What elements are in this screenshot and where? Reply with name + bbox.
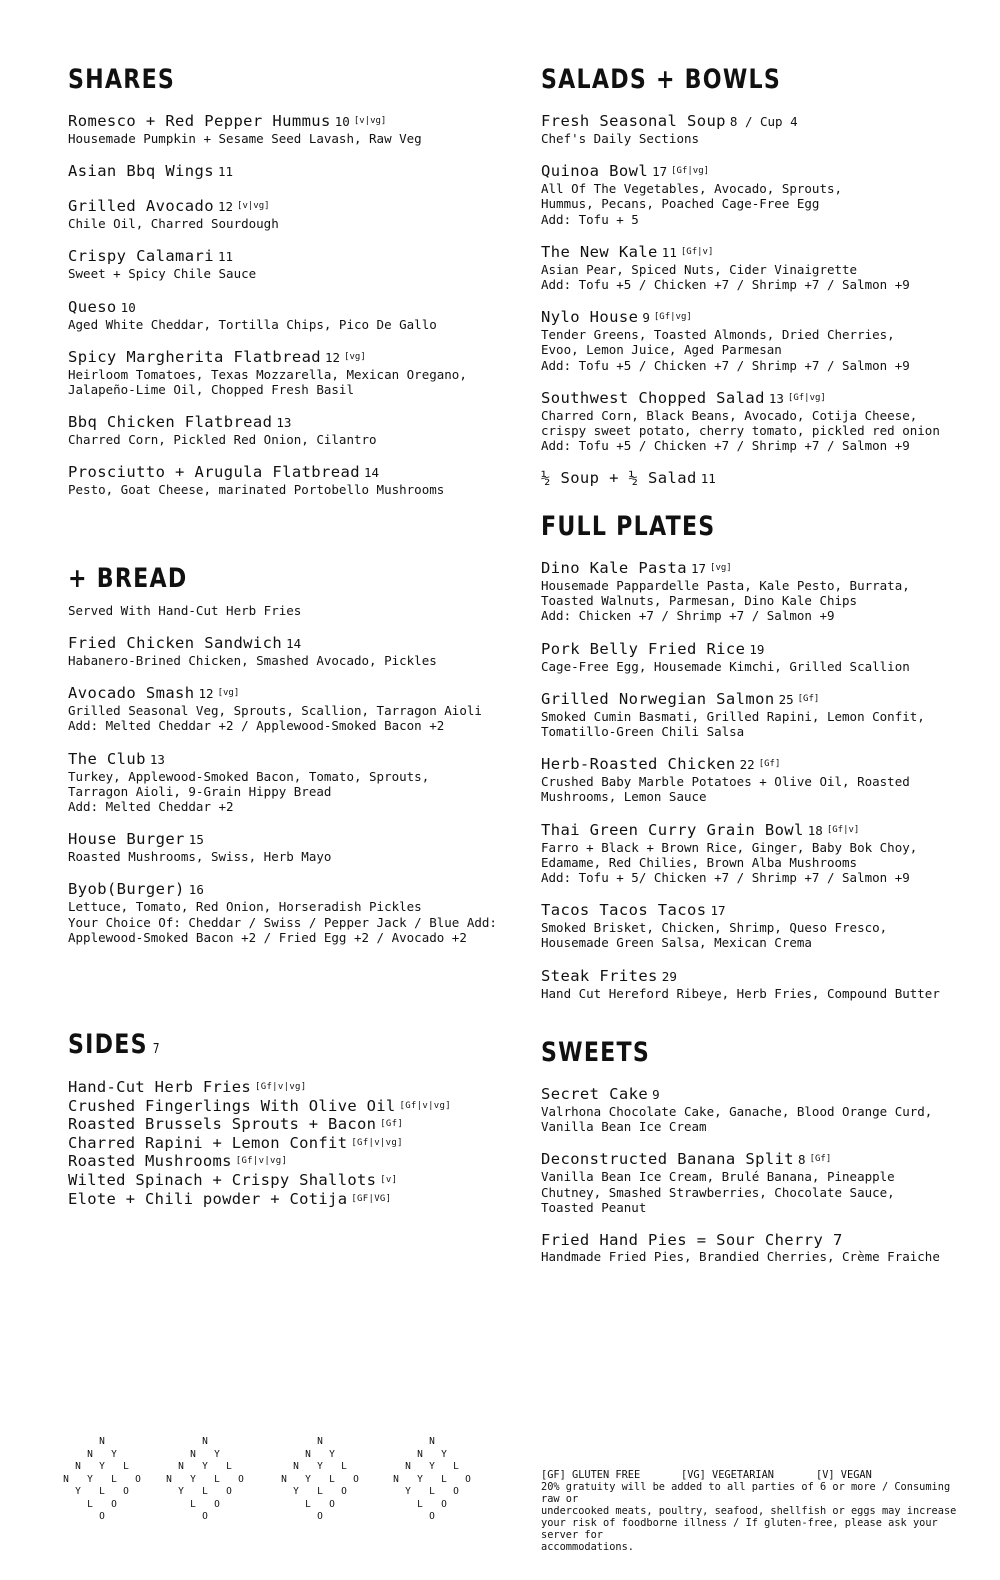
logo-letter: N bbox=[75, 1461, 81, 1472]
legend-gluten-free: [GF] GLUTEN FREE bbox=[541, 1469, 641, 1481]
menu-item-description: Charred Corn, Black Beans, Avocado, Cotija Cheese, bbox=[541, 407, 918, 423]
menu-item-description: Add: Melted Cheddar +2 / Applewood-Smoked Bacon +2 bbox=[68, 718, 445, 734]
menu-item-heading bbox=[541, 1231, 961, 1249]
menu-item bbox=[68, 247, 508, 281]
menu-item bbox=[541, 308, 961, 373]
menu-item-heading bbox=[541, 469, 961, 488]
menu-item-description: Hummus, Pecans, Poached Cage-Free Egg bbox=[541, 196, 820, 212]
logo-letter: O bbox=[214, 1498, 220, 1510]
dietary-tag: [Gf|v|vg] bbox=[351, 1137, 403, 1148]
dietary-tag: [v|vg] bbox=[353, 116, 387, 126]
menu-item-price: 17 bbox=[690, 561, 707, 576]
dietary-tag: [Gf|vg] bbox=[787, 392, 826, 403]
menu-item-price: 10 bbox=[334, 114, 350, 129]
section-title bbox=[68, 1029, 429, 1066]
dietary-tag: [Gf|v] bbox=[826, 824, 860, 835]
logo-letter: N bbox=[429, 1436, 435, 1447]
menu-item-name: Prosciutto + Arugula Flatbread bbox=[68, 463, 360, 482]
dietary-tag: [Gf|v] bbox=[680, 246, 714, 257]
logo-letter: Y bbox=[305, 1473, 311, 1485]
menu-item-name: Southwest Chopped Salad bbox=[541, 388, 765, 407]
item-list bbox=[541, 1085, 961, 1264]
logo-letter: N bbox=[405, 1461, 411, 1472]
dietary-tag: [Gf|v|vg] bbox=[255, 1082, 307, 1092]
menu-item-price: 12 bbox=[217, 199, 234, 215]
menu-item-heading bbox=[541, 1150, 961, 1169]
menu-item bbox=[541, 389, 961, 454]
menu-item-description: Housemade Green Salsa, Mexican Crema bbox=[541, 935, 812, 951]
menu-item-description: Valrhona Chocolate Cake, Ganache, Blood Orange Curd, bbox=[541, 1104, 933, 1119]
menu-item bbox=[68, 634, 508, 668]
logo-letter: N bbox=[317, 1436, 323, 1447]
menu-item-description: Toasted Peanut bbox=[541, 1199, 647, 1215]
logo-letter: N bbox=[293, 1461, 299, 1472]
menu-item-description: All Of The Vegetables, Avocado, Sprouts, bbox=[541, 181, 843, 197]
side-item-name: Elote + Chili powder + Cotija bbox=[68, 1189, 348, 1208]
logo-letter: O bbox=[329, 1498, 335, 1510]
menu-item-description: Tarragon Aioli, 9-Grain Hippy Bread bbox=[68, 783, 332, 799]
menu-item bbox=[68, 750, 508, 815]
menu-item-description: Chile Oil, Charred Sourdough bbox=[68, 216, 279, 232]
menu-item-name: The Club bbox=[68, 749, 146, 768]
logo-letter: L bbox=[341, 1461, 347, 1472]
dietary-tag: [Gf|v|vg] bbox=[235, 1156, 288, 1167]
menu-item-description: Pesto, Goat Cheese, marinated Portobello Mushrooms bbox=[68, 482, 445, 498]
section-title-text: SIDES bbox=[68, 1029, 148, 1060]
menu-item-description: Mushrooms, Lemon Sauce bbox=[541, 789, 707, 805]
dietary-tag: [Gf] bbox=[809, 1154, 832, 1165]
menu-item-name: Avocado Smash bbox=[68, 684, 195, 703]
menu-item-heading bbox=[68, 348, 508, 367]
logo-letter: N bbox=[87, 1448, 93, 1460]
menu-item-description: Tomatillo-Green Chili Salsa bbox=[541, 724, 745, 740]
menu-item-heading bbox=[68, 247, 508, 266]
menu-item-heading bbox=[541, 755, 961, 774]
menu-item-description: Chef's Daily Sections bbox=[541, 131, 700, 146]
menu-item-heading bbox=[68, 413, 508, 432]
logo-letter: N bbox=[417, 1448, 423, 1460]
menu-item-heading bbox=[68, 750, 508, 769]
nylo-logo bbox=[390, 1436, 490, 1526]
section-title: SHARES bbox=[68, 64, 176, 95]
menu-item-name: Herb-Roasted Chicken bbox=[541, 755, 736, 774]
menu-item-name: ½ Soup + ½ Salad bbox=[541, 469, 697, 488]
section-title: SWEETS bbox=[541, 1037, 651, 1068]
nylo-logo-row bbox=[60, 1436, 480, 1526]
logo-letter: Y bbox=[178, 1486, 184, 1497]
menu-item-description: Add: Tofu + 5/ Chicken +7 / Shrimp +7 / Salmon +9 bbox=[541, 870, 910, 886]
logo-letter: N bbox=[202, 1436, 208, 1447]
menu-item-name: House Burger bbox=[68, 830, 185, 849]
menu-item-price: 12 bbox=[325, 349, 341, 365]
menu-item-name: Crispy Calamari bbox=[68, 247, 214, 266]
logo-letter: N bbox=[305, 1448, 311, 1460]
menu-item-description: Turkey, Applewood-Smoked Bacon, Tomato, Sprouts, bbox=[68, 768, 430, 784]
side-item bbox=[68, 1152, 508, 1171]
dietary-tag: [Gf|vg] bbox=[653, 312, 692, 323]
logo-letter: L bbox=[453, 1461, 459, 1472]
footer bbox=[541, 1469, 961, 1553]
menu-item-name: Grilled Avocado bbox=[68, 197, 214, 216]
footer-note: your risk of foodborne illness / If gluten-free, please ask your server for bbox=[541, 1517, 938, 1541]
logo-letter: L bbox=[99, 1486, 105, 1497]
menu-item-description: Housemade Pumpkin + Sesame Seed Lavash, Raw Veg bbox=[68, 131, 422, 146]
menu-item-price: 8 bbox=[798, 1152, 806, 1168]
menu-item-price: 15 bbox=[188, 832, 204, 848]
menu-item bbox=[541, 901, 961, 950]
section-note: Served With Hand-Cut Herb Fries bbox=[68, 603, 302, 618]
menu-item-name: Thai Green Curry Grain Bowl bbox=[541, 820, 804, 839]
side-item-name: Charred Rapini + Lemon Confit bbox=[68, 1133, 348, 1152]
menu-item-description: Vanilla Bean Ice Cream bbox=[541, 1119, 707, 1135]
logo-letter: O bbox=[317, 1511, 323, 1522]
logo-letter: O bbox=[202, 1511, 208, 1522]
dietary-legend bbox=[541, 1469, 961, 1481]
dietary-tag: [Gf] bbox=[797, 693, 820, 704]
menu-item-description: Aged White Cheddar, Tortilla Chips, Pico De Gallo bbox=[68, 316, 437, 332]
logo-letter: Y bbox=[190, 1473, 196, 1485]
menu-item-price: 19 bbox=[749, 641, 765, 657]
menu-item-name: Romesco + Red Pepper Hummus bbox=[68, 112, 331, 130]
logo-letter: O bbox=[453, 1486, 459, 1497]
menu-item-name: Dino Kale Pasta bbox=[541, 559, 687, 577]
menu-item-description: Jalapeño-Lime Oil, Chopped Fresh Basil bbox=[68, 382, 354, 398]
menu-item bbox=[68, 348, 508, 397]
menu-item-price: 12 bbox=[198, 686, 214, 702]
logo-letter: Y bbox=[293, 1486, 299, 1497]
section-title: FULL PLATES bbox=[541, 511, 716, 542]
logo-letter: L bbox=[190, 1498, 196, 1510]
menu-item bbox=[68, 463, 508, 497]
side-item-name: Crushed Fingerlings With Olive Oil bbox=[68, 1096, 396, 1115]
menu-item-description: Add: Tofu + 5 bbox=[541, 211, 639, 227]
menu-item-description: Smoked Cumin Basmati, Grilled Rapini, Lemon Confit, bbox=[541, 708, 925, 724]
menu-item-description: Handmade Fried Pies, Brandied Cherries, Crème Fraiche bbox=[541, 1249, 940, 1265]
item-list bbox=[541, 112, 961, 488]
menu-item-name: Deconstructed Banana Split bbox=[541, 1150, 795, 1169]
menu-item-heading bbox=[68, 880, 508, 899]
menu-item-description: Heirloom Tomatoes, Texas Mozzarella, Mexican Oregano, bbox=[68, 366, 467, 382]
menu-item bbox=[541, 243, 961, 292]
side-item bbox=[68, 1097, 508, 1116]
menu-item-name: Asian Bbq Wings bbox=[68, 162, 214, 181]
menu-item-heading bbox=[68, 112, 508, 131]
logo-letter: O bbox=[123, 1486, 129, 1497]
menu-item-heading bbox=[541, 559, 961, 578]
menu-item-price: 11 bbox=[661, 244, 677, 260]
menu-item-description: Chutney, Smashed Strawberries, Chocolate Sauce, bbox=[541, 1184, 895, 1200]
side-item-name: Roasted Mushrooms bbox=[68, 1152, 232, 1171]
nylo-logo bbox=[163, 1436, 263, 1526]
menu-item-description: Lettuce, Tomato, Red Onion, Horseradish Pickles bbox=[68, 899, 422, 915]
menu-item-price: 14 bbox=[286, 636, 302, 651]
menu-item-price: 9 bbox=[642, 310, 650, 326]
side-item-name: Wilted Spinach + Crispy Shallots bbox=[68, 1170, 377, 1189]
logo-letter: L bbox=[202, 1486, 208, 1497]
item-list bbox=[68, 634, 508, 945]
menu-item bbox=[541, 1231, 961, 1264]
menu-item-price: 9 bbox=[652, 1087, 660, 1102]
menu-item bbox=[541, 162, 961, 227]
logo-letter: O bbox=[465, 1473, 471, 1485]
logo-letter: L bbox=[417, 1498, 423, 1510]
logo-letter: N bbox=[99, 1436, 105, 1447]
logo-letter: N bbox=[178, 1461, 184, 1472]
nylo-logo bbox=[278, 1436, 378, 1526]
menu-item-heading bbox=[541, 640, 961, 659]
menu-item-description: Toasted Walnuts, Parmesan, Dino Kale Chips bbox=[541, 593, 858, 609]
menu-item-price: 29 bbox=[661, 968, 677, 984]
nylo-logo bbox=[60, 1436, 160, 1526]
side-item bbox=[68, 1171, 508, 1190]
logo-letter: L bbox=[214, 1473, 220, 1485]
menu-item-description: Applewood-Smoked Bacon +2 / Fried Egg +2 / Avocado +2 bbox=[68, 929, 467, 945]
menu-item-description: Add: Tofu +5 / Chicken +7 / Shrimp +7 / Salmon +9 bbox=[541, 357, 910, 373]
menu-item-description: Grilled Seasonal Veg, Sprouts, Scallion, Tarragon Aioli bbox=[68, 703, 482, 719]
shares-section bbox=[68, 64, 508, 498]
logo-letter: O bbox=[226, 1486, 232, 1497]
logo-letter: O bbox=[429, 1511, 435, 1522]
menu-item bbox=[541, 640, 961, 674]
side-item bbox=[68, 1134, 508, 1153]
section-price: 7 bbox=[152, 1042, 160, 1057]
menu-item-name: Spicy Margherita Flatbread bbox=[68, 347, 322, 366]
menu-item bbox=[68, 830, 508, 864]
menu-item-heading bbox=[68, 298, 508, 317]
side-item-name: Hand-Cut Herb Fries bbox=[68, 1078, 252, 1096]
legend-vegetarian: [VG] VEGETARIAN bbox=[681, 1469, 774, 1481]
menu-item-price: 13 bbox=[768, 390, 784, 406]
dietary-tag: [Gf|v|vg] bbox=[399, 1100, 451, 1111]
logo-letter: L bbox=[429, 1486, 435, 1497]
menu-item bbox=[541, 559, 961, 624]
menu-item-description: Charred Corn, Pickled Red Onion, Cilantro bbox=[68, 432, 377, 448]
bread-section bbox=[68, 563, 508, 945]
logo-letter: O bbox=[441, 1498, 447, 1510]
menu-item-name: Pork Belly Fried Rice bbox=[541, 639, 746, 658]
sweets-section bbox=[541, 1037, 961, 1264]
logo-letter: N bbox=[281, 1473, 287, 1485]
footer-note: undercooked meats, poultry, seafood, shellfish or eggs may increase bbox=[541, 1505, 957, 1517]
menu-item-description: Add: Chicken +7 / Shrimp +7 / Salmon +9 bbox=[541, 608, 835, 624]
menu-item-heading bbox=[541, 1085, 961, 1104]
menu-item-description: Cage-Free Egg, Housemade Kimchi, Grilled Scallion bbox=[541, 658, 910, 674]
menu-item-description: Evoo, Lemon Juice, Aged Parmesan bbox=[541, 342, 782, 358]
dietary-tag: [Gf|vg] bbox=[671, 166, 710, 177]
dietary-tag: [Gf] bbox=[380, 1119, 404, 1130]
menu-item-heading bbox=[541, 162, 961, 181]
logo-letter: O bbox=[238, 1473, 244, 1485]
menu-item-description: Hand Cut Hereford Ribeye, Herb Fries, Compound Butter bbox=[541, 985, 940, 1001]
side-item bbox=[68, 1190, 508, 1209]
menu-item-price: 10 bbox=[120, 299, 136, 315]
menu-item bbox=[541, 821, 961, 886]
menu-item bbox=[68, 413, 508, 447]
menu-item-heading bbox=[68, 463, 508, 482]
item-list bbox=[68, 112, 508, 498]
menu-item-price: 17 bbox=[710, 903, 726, 919]
menu-item-price: 8 / Cup 4 bbox=[729, 114, 798, 129]
section-title: + BREAD bbox=[68, 563, 188, 594]
menu-item-name: Byob(Burger) bbox=[68, 880, 185, 899]
menu-item-price: 11 bbox=[700, 471, 716, 487]
menu-item-heading bbox=[541, 112, 961, 131]
sides-list bbox=[68, 1078, 508, 1208]
menu-item bbox=[541, 755, 961, 804]
menu-item bbox=[68, 197, 508, 231]
logo-letter: Y bbox=[214, 1448, 220, 1460]
menu-item-name: Quinoa Bowl bbox=[541, 162, 649, 181]
menu-item-description: Edamame, Red Chilies, Brown Alba Mushrooms bbox=[541, 854, 858, 870]
menu-item bbox=[541, 1150, 961, 1215]
logo-letter: O bbox=[135, 1473, 141, 1485]
menu-item-name: Steak Frites bbox=[541, 966, 658, 985]
dietary-tag: [vg] bbox=[217, 688, 240, 699]
menu-item-heading bbox=[541, 243, 961, 262]
menu-item-heading bbox=[68, 684, 508, 703]
menu-item bbox=[68, 298, 508, 332]
menu-item-price: 14 bbox=[363, 465, 380, 481]
menu-item-price: 16 bbox=[188, 882, 204, 898]
menu-item-description: Tender Greens, Toasted Almonds, Dried Cherries, bbox=[541, 327, 895, 343]
footer-note: 20% gratuity will be added to all parties of 6 or more / Consuming raw or bbox=[541, 1481, 951, 1505]
menu-item-description: Roasted Mushrooms, Swiss, Herb Mayo bbox=[68, 849, 332, 865]
menu-item-description: Habanero-Brined Chicken, Smashed Avocado, Pickles bbox=[68, 653, 437, 668]
menu-item-name: Tacos Tacos Tacos bbox=[541, 901, 707, 920]
side-item bbox=[68, 1115, 508, 1134]
logo-letter: L bbox=[305, 1498, 311, 1510]
side-item-name: Roasted Brussels Sprouts + Bacon bbox=[68, 1115, 377, 1134]
logo-letter: Y bbox=[329, 1448, 335, 1460]
menu-item-description: Sweet + Spicy Chile Sauce bbox=[68, 266, 257, 282]
logo-letter: L bbox=[317, 1486, 323, 1497]
menu-item-name: The New Kale bbox=[541, 242, 658, 261]
menu-item-description: Asian Pear, Spiced Nuts, Cider Vinaigrette bbox=[541, 261, 858, 277]
menu-item-description: Vanilla Bean Ice Cream, Brulé Banana, Pineapple bbox=[541, 1169, 895, 1185]
menu-item-description: Your Choice Of: Cheddar / Swiss / Pepper Jack / Blue Add: bbox=[68, 914, 497, 930]
footer-note: accommodations. bbox=[541, 1541, 634, 1553]
dietary-tag: [GF|VG] bbox=[351, 1193, 392, 1204]
logo-letter: Y bbox=[317, 1461, 323, 1472]
menu-item-heading bbox=[68, 830, 508, 849]
menu-item-heading bbox=[541, 967, 961, 986]
logo-letter: Y bbox=[405, 1486, 411, 1497]
menu-item-heading bbox=[68, 634, 508, 653]
menu-item-description: Add: Tofu +5 / Chicken +7 / Shrimp +7 / Salmon +9 bbox=[541, 438, 910, 454]
menu-item-heading bbox=[68, 197, 508, 216]
menu-item-price: 17 bbox=[652, 164, 668, 180]
menu-item-heading bbox=[541, 690, 961, 709]
logo-letter: L bbox=[329, 1473, 335, 1485]
dietary-tag: [v|vg] bbox=[237, 201, 270, 212]
menu-item-price: 13 bbox=[276, 415, 292, 431]
logo-letter: Y bbox=[99, 1461, 105, 1472]
menu-item-description: Farro + Black + Brown Rice, Ginger, Baby Bok Choy, bbox=[541, 839, 918, 855]
logo-letter: N bbox=[166, 1473, 172, 1485]
menu-item bbox=[541, 469, 961, 488]
menu-item-name: Fried Hand Pies = Sour Cherry 7 bbox=[541, 1231, 843, 1250]
logo-letter: L bbox=[111, 1473, 117, 1485]
menu-item-heading bbox=[541, 308, 961, 327]
dietary-tag: [vg] bbox=[344, 351, 366, 362]
menu-item bbox=[541, 967, 961, 1001]
dietary-tag: [Gf] bbox=[758, 759, 781, 770]
menu-item bbox=[541, 112, 961, 146]
side-item bbox=[68, 1078, 508, 1097]
menu-item-price: 11 bbox=[217, 249, 234, 265]
logo-letter: N bbox=[190, 1448, 196, 1460]
menu-item-name: Bbq Chicken Flatbread bbox=[68, 413, 273, 432]
menu-item bbox=[68, 112, 508, 146]
menu-item-name: Nylo House bbox=[541, 308, 639, 327]
legend-vegan: [V] VEGAN bbox=[816, 1469, 872, 1481]
logo-letter: L bbox=[87, 1498, 93, 1510]
menu-item bbox=[541, 1085, 961, 1134]
menu-item-description: Crushed Baby Marble Potatoes + Olive Oil, Roasted bbox=[541, 774, 910, 790]
menu-item bbox=[68, 880, 508, 945]
menu-item-price: 13 bbox=[149, 751, 165, 767]
menu-item-name: Secret Cake bbox=[541, 1085, 649, 1103]
menu-item-description: Add: Melted Cheddar +2 bbox=[68, 799, 234, 815]
sides-section bbox=[68, 1029, 508, 1208]
logo-letter: L bbox=[441, 1473, 447, 1485]
menu-item-price: 25 bbox=[778, 691, 794, 707]
logo-letter: Y bbox=[429, 1461, 435, 1472]
logo-letter: Y bbox=[202, 1461, 208, 1472]
logo-letter: Y bbox=[441, 1448, 447, 1460]
menu-item-name: Fresh Seasonal Soup bbox=[541, 112, 726, 130]
logo-letter: Y bbox=[111, 1448, 117, 1460]
menu-item-description: Smoked Brisket, Chicken, Shrimp, Queso Fresco, bbox=[541, 920, 888, 936]
menu-item-description: crispy sweet potato, cherry tomato, pickled red onion bbox=[541, 423, 940, 439]
logo-letter: N bbox=[63, 1473, 69, 1485]
logo-letter: O bbox=[341, 1486, 347, 1497]
menu-item-price: 18 bbox=[807, 822, 823, 838]
dietary-tag: [vg] bbox=[710, 563, 732, 573]
menu-item-heading bbox=[541, 901, 961, 920]
menu-item-description: Housemade Pappardelle Pasta, Kale Pesto, Burrata, bbox=[541, 578, 910, 593]
menu-item-heading bbox=[541, 821, 961, 840]
logo-letter: Y bbox=[417, 1473, 423, 1485]
menu-item bbox=[541, 690, 961, 739]
logo-letter: O bbox=[353, 1473, 359, 1485]
menu-item bbox=[68, 684, 508, 733]
section-title: SALADS + BOWLS bbox=[541, 64, 782, 95]
menu-item bbox=[68, 162, 508, 181]
logo-letter: O bbox=[99, 1511, 105, 1522]
menu-item-name: Grilled Norwegian Salmon bbox=[541, 689, 775, 708]
item-list bbox=[541, 559, 961, 1001]
menu-item-heading bbox=[68, 162, 508, 181]
logo-letter: Y bbox=[87, 1473, 93, 1485]
logo-letter: L bbox=[226, 1461, 232, 1472]
menu-item-description: Add: Tofu +5 / Chicken +7 / Shrimp +7 / Salmon +9 bbox=[541, 277, 910, 293]
logo-letter: L bbox=[123, 1461, 129, 1472]
salads-section bbox=[541, 64, 961, 488]
plates-section bbox=[541, 511, 961, 1001]
menu-item-price: 22 bbox=[739, 757, 755, 773]
logo-letter: Y bbox=[75, 1486, 81, 1497]
dietary-tag: [v] bbox=[380, 1174, 398, 1185]
logo-letter: O bbox=[111, 1498, 117, 1510]
menu-item-heading bbox=[541, 389, 961, 408]
menu-item-name: Queso bbox=[68, 297, 117, 316]
menu-item-price: 11 bbox=[217, 164, 234, 180]
logo-letter: N bbox=[393, 1473, 399, 1485]
menu-item-name: Fried Chicken Sandwich bbox=[68, 634, 283, 652]
